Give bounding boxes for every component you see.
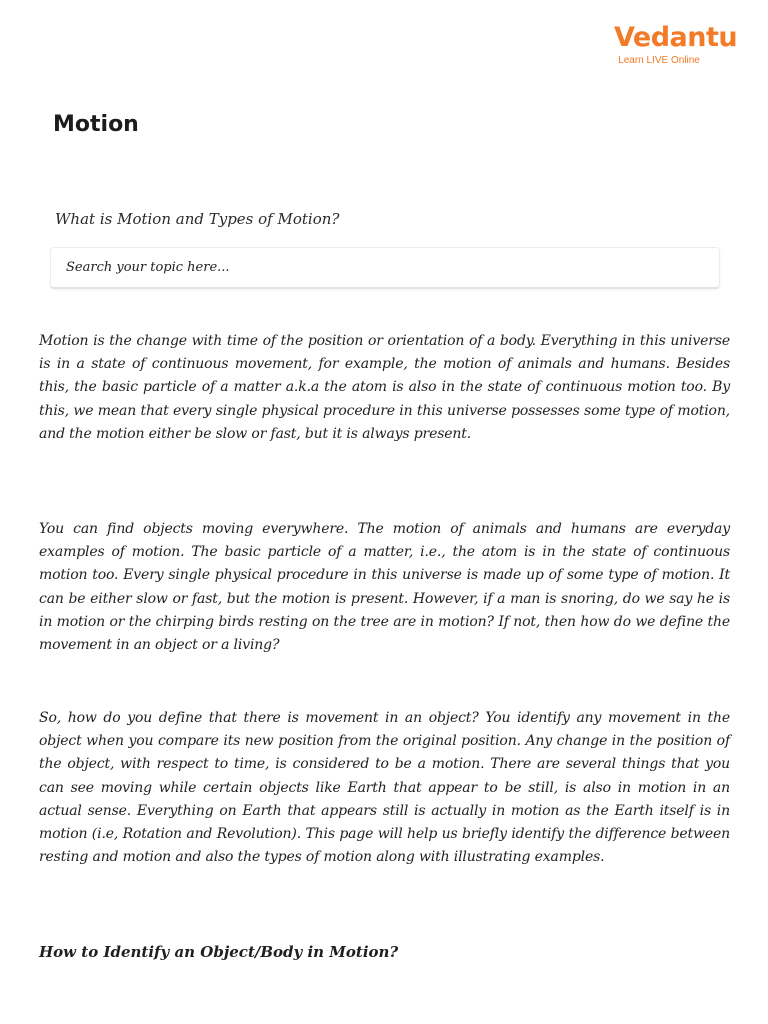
page-subtitle: What is Motion and Types of Motion? xyxy=(55,210,340,228)
section-heading: How to Identify an Object/Body in Motion? xyxy=(39,943,399,961)
search-input[interactable] xyxy=(51,248,719,287)
vedantu-logo[interactable] xyxy=(614,22,738,67)
logo-wordmark: Vedantu xyxy=(614,22,738,53)
logo-tagline: Learn LIVE Online xyxy=(618,55,700,66)
paragraph-intro: Motion is the change with time of the position or orientation of a body. Everything in this universe is in a state of continuous movement, for example, the motion of animals and humans. Besides this, the basic particle of a matter a.k.a the atom is also in the state of continuous motion too. By this, we mean that every single physical procedure in this universe possesses some type of motion, and the motion either be slow or fast, but it is always present. xyxy=(39,333,730,442)
paragraph-definition: So, how do you define that there is movement in an object? You identify any movement in the object when you compare its new position from the original position. Any change in the position of the object, with respect to time, is considered to be a motion. There are several things that you can see moving while certain objects like Earth that appear to be still, is also in motion in an actual sense. Everything on Earth that appears still is actually in motion as the Earth itself is in motion (i.e, Rotation and Revolution). This page will help us briefly identify the difference between resting and motion and also the types of motion along with illustrating examples. xyxy=(39,710,730,866)
search-box[interactable] xyxy=(50,247,720,289)
paragraph-examples: You can find objects moving everywhere. The motion of animals and humans are everyday examples of motion. The basic particle of a matter, i.e., the atom is in the state of continuous motion too. Every single physical procedure in this universe is made up of some type of motion. It can be either slow or fast, but the motion is present. However, if a man is snoring, do we say he is in motion or the chirping birds resting on the tree are in motion? If not, then how do we define the movement in an object or a living? xyxy=(39,521,730,654)
page-title: Motion xyxy=(53,112,139,137)
